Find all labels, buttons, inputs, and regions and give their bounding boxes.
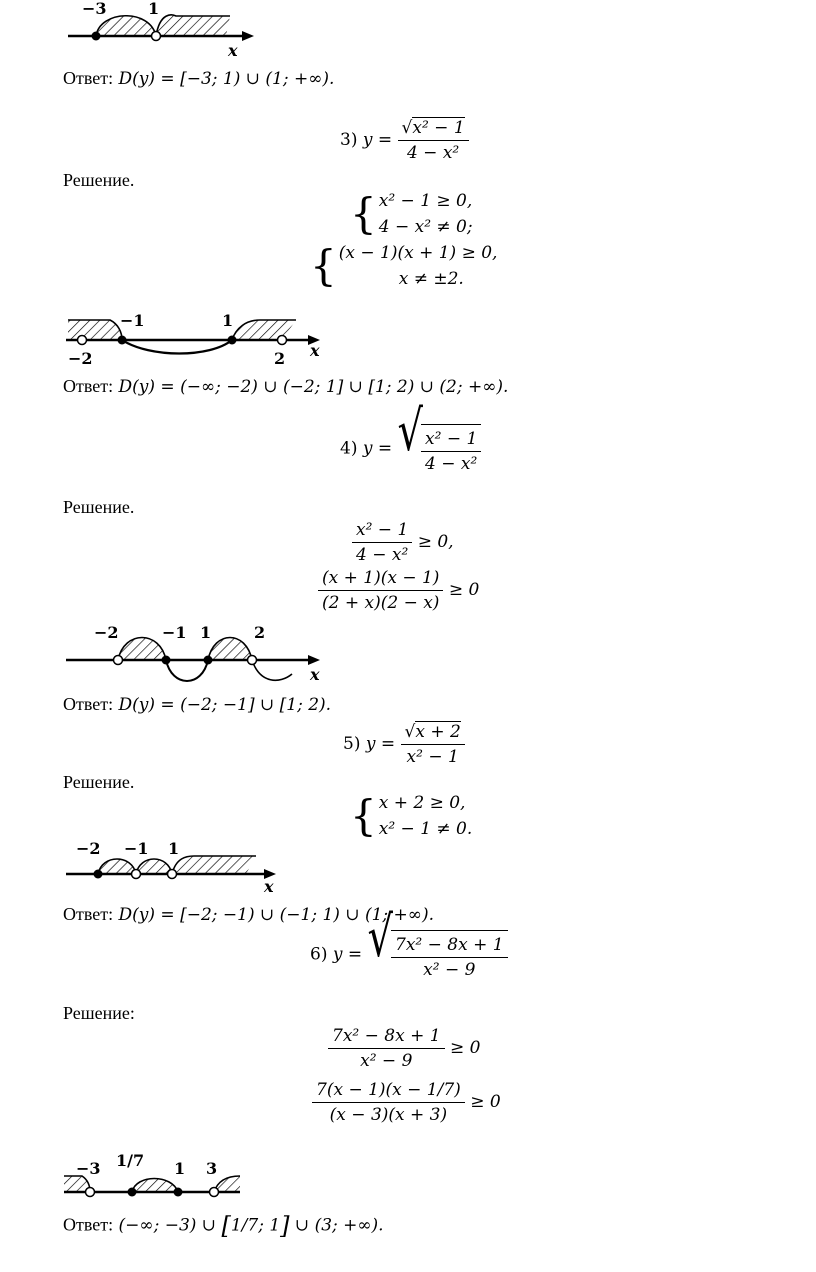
answer-6: Ответ: (−∞; −3) ∪ [1/7; 1] ∪ (3; +∞). bbox=[63, 1212, 384, 1240]
nl1-axis: x bbox=[228, 41, 238, 60]
problem-3-formula: 3) y = $\frac{\text{√x² − 1}}{\text{4 − x²}}$ bbox=[340, 118, 469, 163]
nl3-label: −2 bbox=[68, 349, 93, 368]
nl4-label: −1 bbox=[162, 624, 187, 642]
inequality-4b: $\frac{(x + 1)(x - 1)}{(2 + x)(2 - x)}$ ≥ 0 bbox=[318, 568, 479, 613]
nl4-label: −2 bbox=[94, 624, 119, 642]
system-5: { x + 2 ≥ 0, x² − 1 ≠ 0. bbox=[350, 791, 473, 840]
nl3-label: 1 bbox=[222, 311, 234, 330]
nl3-label: 2 bbox=[274, 349, 286, 368]
solution-label: Решение. bbox=[63, 772, 135, 792]
nl3-label: −1 bbox=[120, 311, 145, 330]
nl1-label: 1 bbox=[148, 0, 160, 18]
system-3a: { x² − 1 ≥ 0, 4 − x² ≠ 0; bbox=[350, 189, 473, 238]
nl5-label: −1 bbox=[124, 840, 149, 858]
number-line-4 bbox=[60, 624, 330, 688]
number-line-6 bbox=[60, 1148, 260, 1208]
nl5-label: −2 bbox=[76, 840, 101, 858]
nl5-label: 1 bbox=[168, 840, 180, 858]
system-3b: { (x − 1)(x + 1) ≥ 0, x ≠ ±2. bbox=[310, 241, 498, 290]
nl4-axis: x bbox=[310, 665, 320, 684]
nl4-label: 1 bbox=[200, 624, 212, 642]
solution-label-colon: Решение: bbox=[63, 1003, 135, 1023]
answer-3: Ответ: D(y) = (−∞; −2) ∪ (−2; 1] ∪ [1; 2) ∪ (2; +∞). bbox=[63, 376, 509, 397]
nl6-label: 1/7 bbox=[116, 1151, 145, 1170]
answer-5: Ответ: D(y) = [−2; −1) ∪ (−1; 1) ∪ (1; +∞). bbox=[63, 904, 434, 925]
nl6-label: 3 bbox=[206, 1159, 218, 1178]
nl5-axis: x bbox=[264, 877, 274, 896]
problem-6-formula: 6) y = √ $\frac{\text{7x² − 8x + 1}}{\text{x² − 9}}$ bbox=[310, 930, 508, 980]
inequality-6b: $\frac{7(x - 1)(x - 1/7)}{(x - 3)(x + 3)}$ ≥ 0 bbox=[312, 1080, 501, 1125]
number-line-1 bbox=[60, 0, 260, 60]
nl4-label: 2 bbox=[254, 624, 266, 642]
answer-4: Ответ: D(y) = (−2; −1] ∪ [1; 2). bbox=[63, 694, 332, 715]
problem-4-formula: 4) y = √ $\frac{\text{x² − 1}}{\text{4 − x²}}$ bbox=[340, 424, 481, 474]
nl1-label: −3 bbox=[82, 0, 107, 18]
nl3-axis: x bbox=[310, 341, 320, 360]
nl6-label: −3 bbox=[76, 1159, 101, 1178]
nl6-label: 1 bbox=[174, 1159, 186, 1178]
number-line-5 bbox=[60, 840, 290, 896]
answer-2: Ответ: D(y) = [−3; 1) ∪ (1; +∞). bbox=[63, 68, 335, 89]
problem-5-formula: 5) y = $\frac{√x + 2}{\text{x² − 1}}$ bbox=[343, 722, 465, 767]
inequality-4a: $\frac{\text{x² − 1}}{\text{4 − x²}}$ ≥ 0, bbox=[352, 520, 454, 565]
solution-label: Решение. bbox=[63, 497, 135, 517]
number-line-3 bbox=[60, 310, 340, 372]
inequality-6a: $\frac{\text{7x² − 8x + 1}}{\text{x² − 9}}$ ≥ 0 bbox=[328, 1026, 480, 1071]
solution-label: Решение. bbox=[63, 170, 135, 190]
